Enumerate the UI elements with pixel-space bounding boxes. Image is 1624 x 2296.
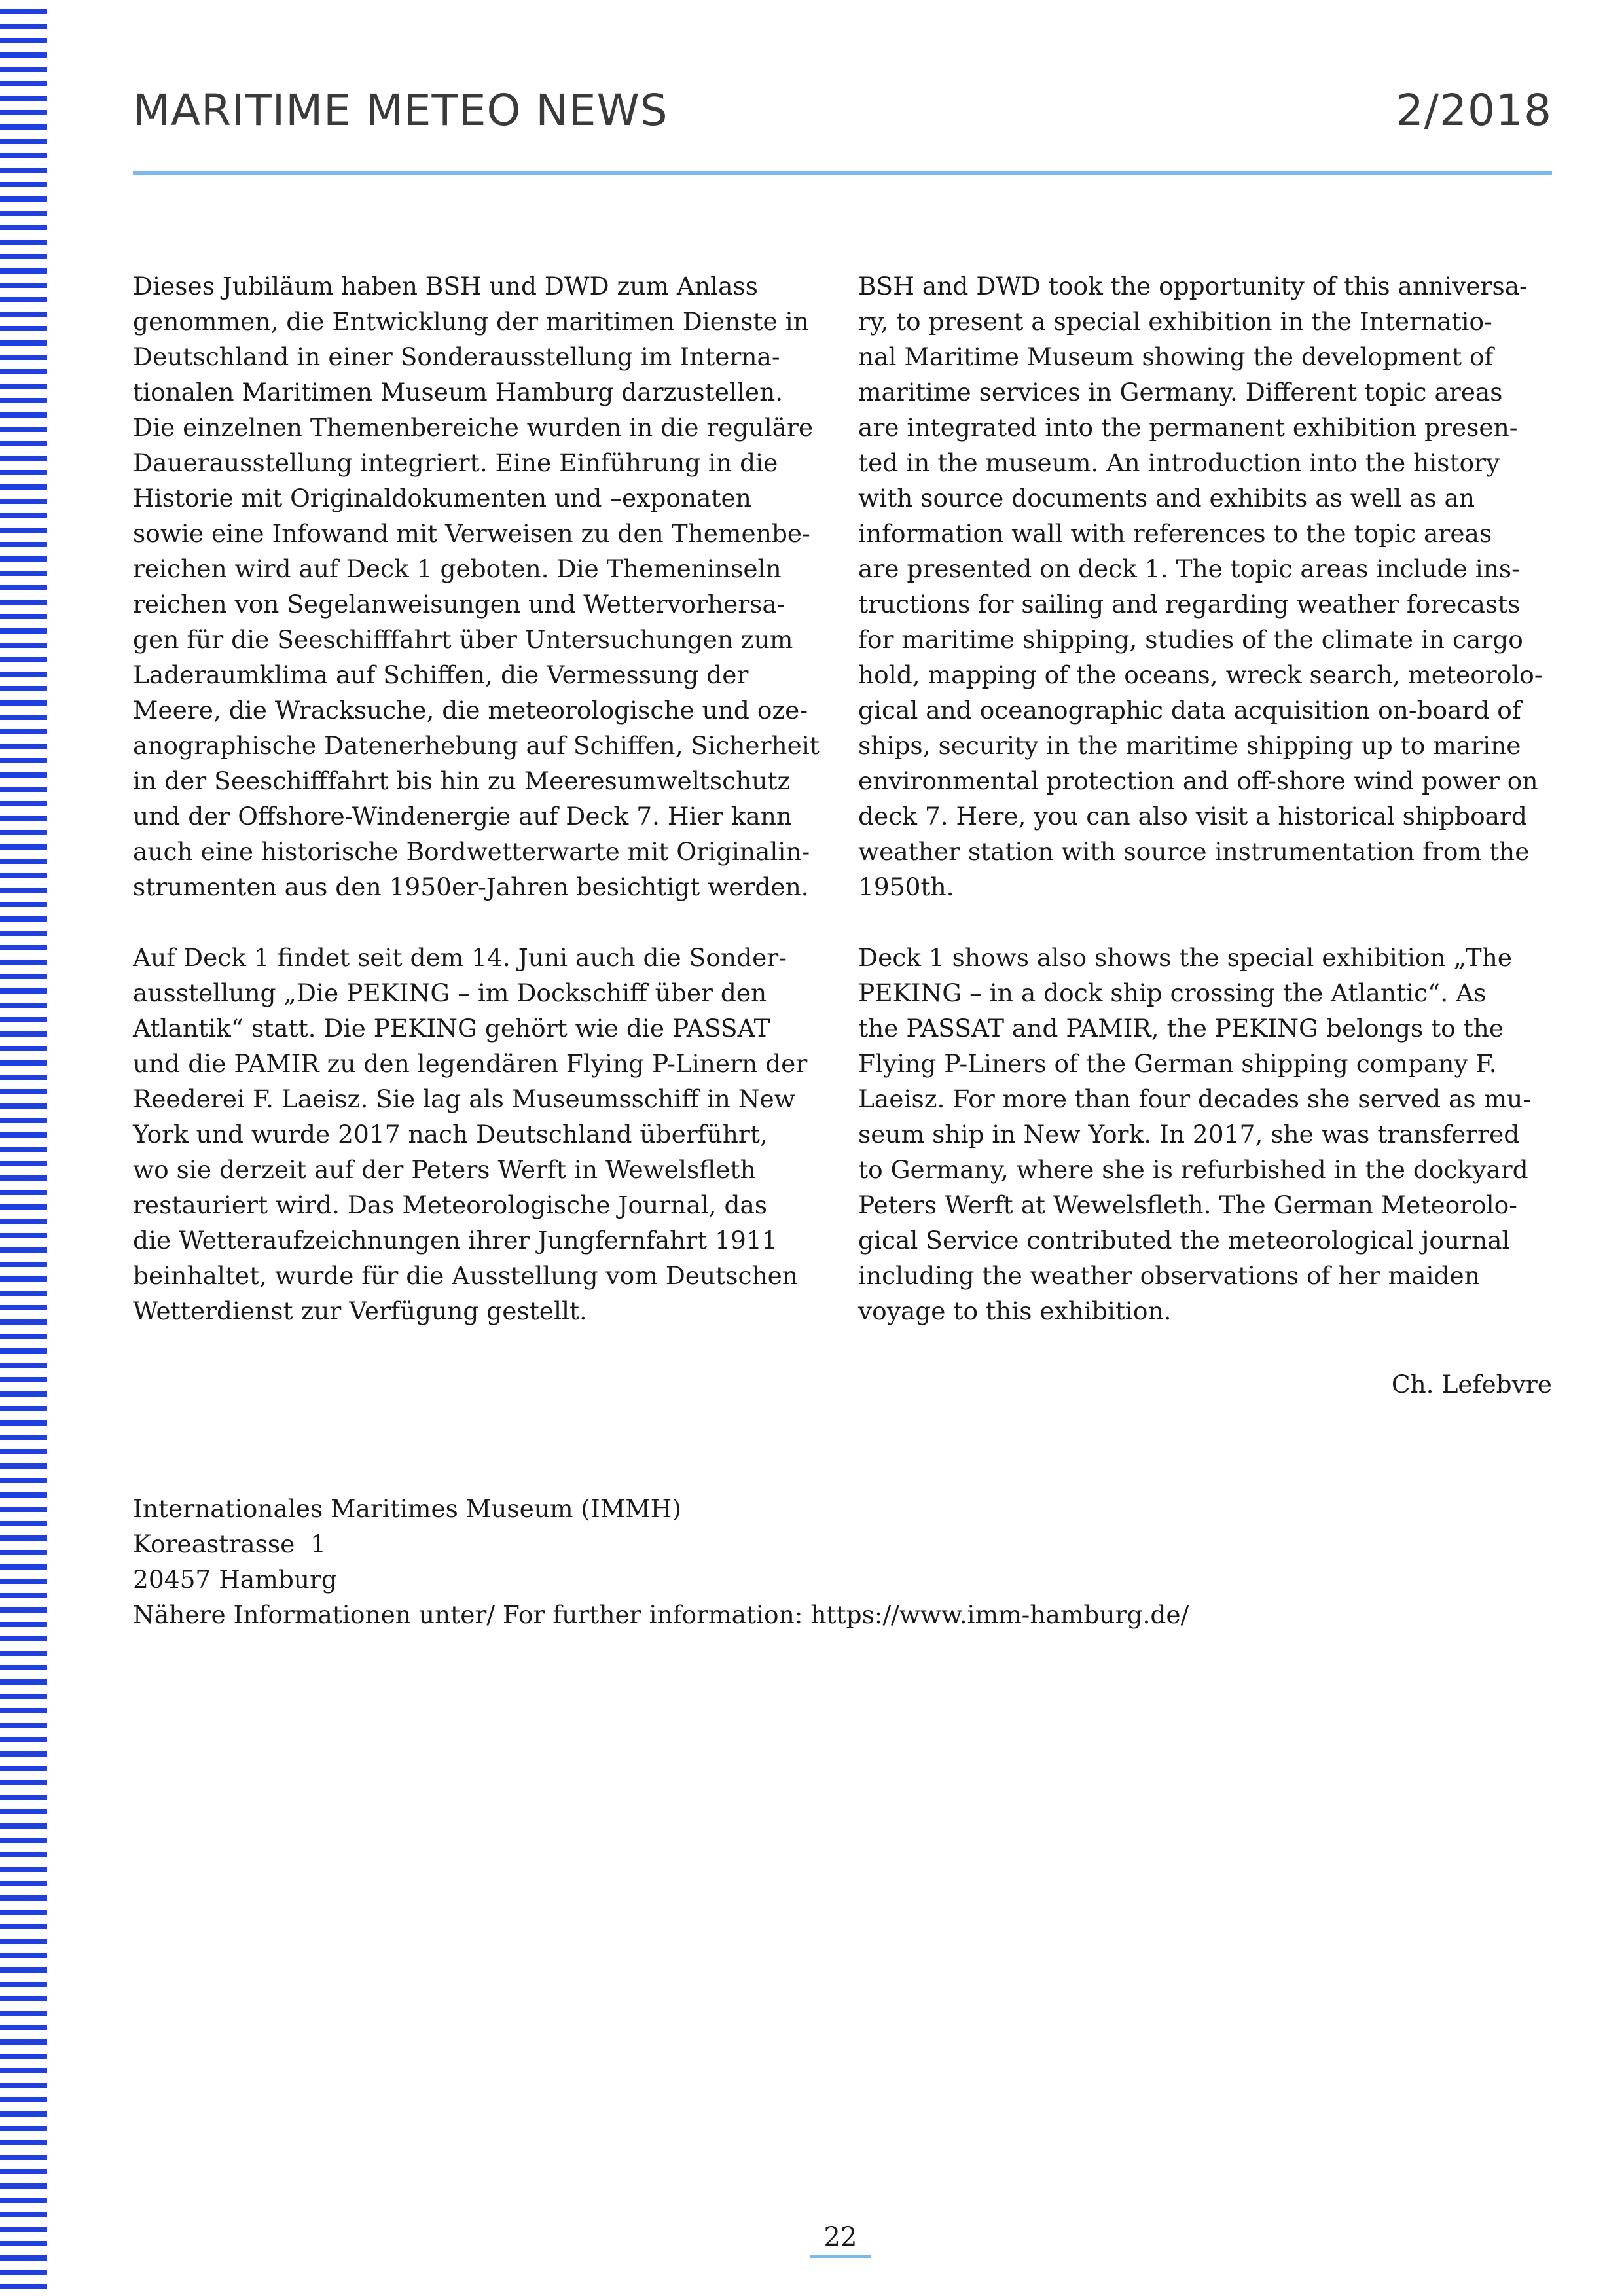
museum-city: 20457 Hamburg xyxy=(133,1565,337,1594)
museum-address xyxy=(133,1491,1189,1632)
decorative-stripe-bar xyxy=(0,0,47,2296)
page-header xyxy=(133,85,1552,175)
article-columns xyxy=(133,268,1552,1364)
publication-title: MARITIME METEO NEWS xyxy=(133,85,668,135)
museum-street: Koreastrasse 1 xyxy=(133,1530,327,1558)
english-paragraph-1: BSH and DWD took the opportunity of this anniversa- ry, to present a special exhibition in the Internatio- nal Maritime Museum showing the development of maritime services in Germany. Different topic areas are integrated into the permanent exhibition presen- ted in the museum. An introduction into the history with source documents and exhibits as well as an information wall with references to the topic areas are presented on deck 1. The topic areas include ins- tructions for sailing and regarding weather forecasts for maritime shipping, studies of the climate in cargo hold, mapping of the oceans, wreck search, meteorolo- gical and oceanographic data acquisition on-board of ships, security in the maritime shipping up to marine environmental protection and off-shore wind power on deck 7. Here, you can also visit a historical shipboard weather station with source instrumentation from the 1950th. xyxy=(858,272,1543,901)
english-paragraph-2: Deck 1 shows also shows the special exhibition „The PEKING – in a dock ship crossing the Atlantic“. As the PASSAT and PAMIR, the PEKING belongs to the Flying P-Liners of the German shipping company F. Laeisz. For more than four decades she served as mu- seum ship in New York. In 2017, she was transferred to Germany, where she is refurbished in the dockyard Peters Werft at Wewelsfleth. The German Meteorolo- gical Service contributed the meteorological journal including the weather observations of her maiden voyage to this exhibition. xyxy=(858,943,1531,1325)
issue-number: 2/2018 xyxy=(1396,85,1552,135)
page-number: 22 xyxy=(810,2219,871,2258)
german-column xyxy=(133,268,827,1364)
german-paragraph-2: Auf Deck 1 findet seit dem 14. Juni auch die Sonder- ausstellung „Die PEKING – im Dockschiff über den Atlantik“ statt. Die PEKING gehört wie die PASSAT und die PAMIR zu den legendären Flying P-Linern der Reederei F. Laeisz. Sie lag als Museumsschiff in New York und wurde 2017 nach Deutschland überführt, wo sie derzeit auf der Peters Werft in Wewelsfleth restauriert wird. Das Meteorologische Journal, das die Wetteraufzeichnungen ihrer Jungfernfahrt 1911 beinhaltet, wurde für die Ausstellung vom Deutschen Wetterdienst zur Verfügung gestellt. xyxy=(133,943,808,1325)
author-signature: Ch. Lefebvre xyxy=(1391,1370,1552,1399)
further-info-link[interactable]: Nähere Informationen unter/ For further information: https://www.imm-hamburg.de/ xyxy=(133,1600,1189,1629)
english-column xyxy=(858,268,1552,1364)
museum-name: Internationales Maritimes Museum (IMMH) xyxy=(133,1494,682,1523)
german-paragraph-1: Dieses Jubiläum haben BSH und DWD zum Anlass genommen, die Entwicklung der maritimen Dienste in Deutschland in einer Sonderausstellung im Interna- tionalen Maritimen Museum Hamburg darzustellen. Die einzelnen Themenbereiche wurden in die reguläre Dauerausstellung integriert. Eine Einführung in die Historie mit Originaldokumenten und –exponaten sowie eine Infowand mit Verweisen zu den Themenbe- reichen wird auf Deck 1 geboten. Die Themeninseln reichen von Segelanweisungen und Wettervorhersa- gen für die Seeschifffahrt über Untersuchungen zum Laderaumklima auf Schiffen, die Vermessung der Meere, die Wracksuche, die meteorologische und oze- anographische Datenerhebung auf Schiffen, Sicherheit in der Seeschifffahrt bis hin zu Meeresumweltschutz und der Offshore-Windenergie auf Deck 7. Hier kann auch eine historische Bordwetterwarte mit Originalin- strumenten aus den 1950er-Jahren besichtigt werden. xyxy=(133,272,820,901)
